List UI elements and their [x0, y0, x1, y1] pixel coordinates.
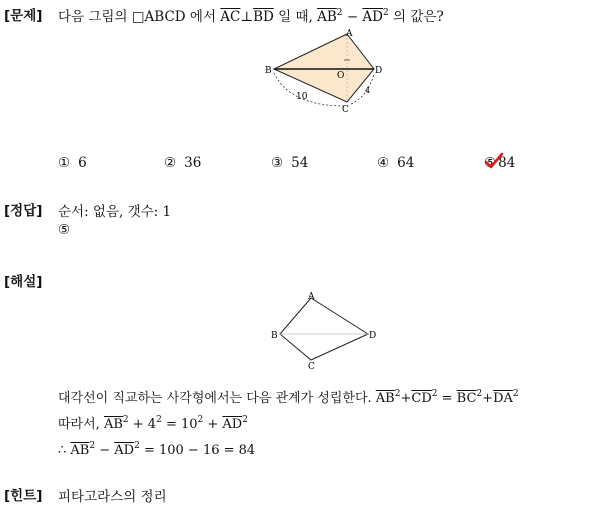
- solution-vertex-a: A: [308, 292, 315, 302]
- square-1: 2: [336, 8, 343, 18]
- vertex-a-label: A: [346, 29, 353, 39]
- choice-5-text: 84: [498, 155, 516, 171]
- choice-3-number: ③: [271, 155, 284, 171]
- question-figure: [262, 26, 392, 116]
- sq: 2: [197, 415, 204, 425]
- perp-symbol: ⊥: [240, 9, 254, 25]
- choice-1[interactable]: [58, 155, 87, 171]
- sq: 2: [394, 389, 401, 399]
- seg-cd: $\overline{CD}$: [411, 391, 432, 406]
- seg-ab: $\overline{AB}$: [70, 443, 90, 458]
- choice-2-text: 36: [184, 155, 202, 171]
- solution-line-1-text: 대각선이 직교하는 사각형에서는 다음 관계가 성립한다.: [58, 391, 372, 406]
- vertex-b-label: B: [265, 66, 272, 76]
- sq: 2: [431, 389, 438, 399]
- plus: +: [482, 391, 494, 406]
- equals: =: [441, 391, 453, 406]
- seg-ad: $\overline{AD}$: [222, 417, 243, 432]
- line2-prefix: 따라서,: [58, 417, 100, 432]
- choice-4-number: ④: [377, 155, 390, 171]
- question-label: [문제]: [4, 8, 43, 24]
- stem-mid: 일 때,: [273, 9, 313, 25]
- sq: 2: [156, 415, 162, 425]
- solution-line-1: [58, 387, 519, 406]
- choice-5-number: ⑤: [484, 155, 497, 171]
- solution-label: [해설]: [4, 274, 43, 290]
- solution-vertex-b: B: [271, 331, 278, 341]
- length-4-label: 4: [365, 86, 371, 95]
- seg-ab: $\overline{AB}$: [103, 417, 123, 432]
- stem-post: 의 값은?: [388, 9, 444, 25]
- solution-line-3: [58, 441, 255, 458]
- choice-2-number: ②: [164, 155, 177, 171]
- plus: +: [203, 417, 219, 432]
- solution-quadrilateral: [280, 298, 368, 360]
- therefore-symbol: ∴: [58, 443, 67, 458]
- length-10-label: 10: [296, 92, 308, 102]
- vertex-d-label: D: [375, 66, 383, 76]
- sq: 2: [242, 415, 248, 425]
- sq: 2: [512, 389, 519, 399]
- sq: 2: [89, 441, 96, 451]
- choice-3-text: 54: [291, 155, 309, 171]
- choice-4[interactable]: [377, 155, 414, 171]
- answer-label: [정답]: [4, 203, 43, 219]
- choice-1-text: 6: [78, 155, 87, 171]
- hint-label: [힌트]: [4, 488, 43, 504]
- plus: +: [400, 391, 412, 406]
- question-stem: [58, 5, 444, 25]
- seg-da: $\overline{DA}$: [493, 391, 513, 406]
- answer-value: ⑤: [58, 222, 71, 238]
- choice-2[interactable]: [164, 155, 201, 171]
- answer-meta: 순서: 없음, 갯수: 1: [58, 204, 172, 220]
- check-mark-icon: [484, 152, 504, 170]
- sq: 2: [476, 389, 483, 399]
- square-2: 2: [383, 8, 389, 18]
- solution-line-2: [58, 413, 248, 432]
- choice-5[interactable]: [484, 155, 515, 171]
- choice-1-number: ①: [58, 155, 71, 171]
- segment-bd: $\overline{BD}$: [253, 9, 274, 25]
- segment-ac: $\overline{AC}$: [220, 9, 241, 25]
- hint-text: 피타고라스의 정리: [58, 489, 167, 505]
- seg-ad: $\overline{AD}$: [114, 443, 135, 458]
- center-o-label: O: [337, 71, 345, 81]
- minus-sign: −: [346, 9, 359, 25]
- equals-ten: = 10: [161, 417, 198, 432]
- minus: −: [95, 443, 115, 458]
- sq: 2: [122, 415, 129, 425]
- segment-ad: $\overline{AD}$: [362, 9, 383, 25]
- solution-vertex-c: C: [308, 362, 315, 370]
- solution-vertex-d: D: [369, 331, 377, 341]
- plus-four: + 4: [128, 417, 157, 432]
- solution-figure: [268, 290, 383, 370]
- choice-4-text: 64: [397, 155, 415, 171]
- seg-bc: $\overline{BC}$: [456, 391, 477, 406]
- segment-ab: $\overline{AB}$: [317, 9, 337, 25]
- result: = 100 − 16 = 84: [139, 443, 256, 458]
- choice-3[interactable]: [271, 155, 308, 171]
- stem-prefix: 다음 그림의 □ABCD 에서: [58, 9, 216, 25]
- sq: 2: [134, 441, 140, 451]
- seg-ab: $\overline{AB}$: [375, 391, 395, 406]
- vertex-c-label: C: [342, 105, 349, 115]
